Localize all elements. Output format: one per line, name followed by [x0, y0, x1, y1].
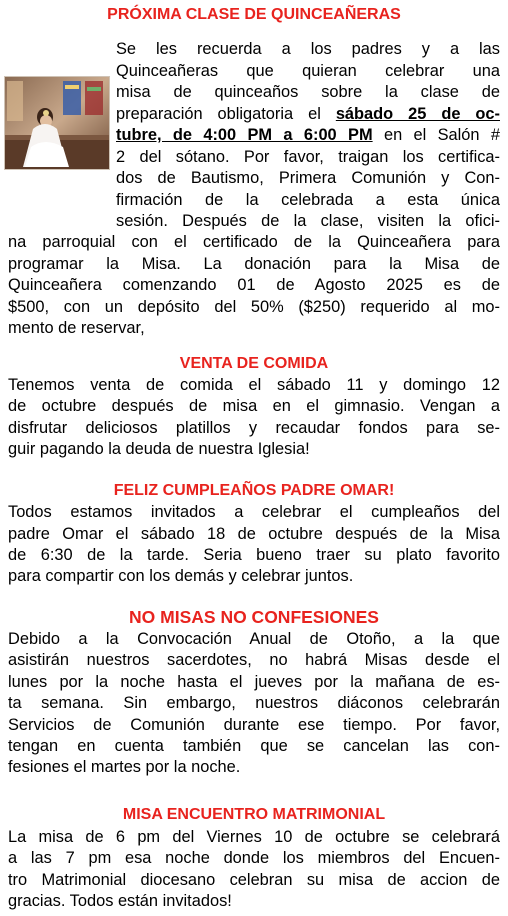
venta-line-3: disfrutar deliciosos platillos y recaudar fondos para se-	[8, 419, 500, 437]
no-misas-line-3: lunes por la noche hasta el jueves por la mañana de es-	[8, 673, 500, 691]
quinceaneras-line-4	[116, 104, 500, 125]
quinceaneras-line-2: Quinceañeras que quieran celebrar una	[116, 62, 500, 80]
quinceaneras-line-11: programar la Misa. La donación para la Misa de	[8, 255, 500, 273]
venta-line-4: guir pagando la deuda de nuestra Iglesia!	[8, 440, 310, 458]
no-misas-line-4: ta semana. Sin embargo, nuestros diáconos celebrarán	[8, 694, 500, 712]
heading-encuentro-matrimonial: MISA ENCUENTRO MATRIMONIAL	[122, 806, 386, 823]
no-misas-line-2: asistirán nuestros sacerdotes, no habrá Misas desde el	[8, 651, 500, 669]
quinceaneras-line-9: sesión. Después de la clase, visiten la ofici-	[116, 212, 500, 230]
no-misas-line-6: tengan en cuenta también que se cancelan las con-	[8, 737, 500, 755]
venta-line-1: Tenemos venta de comida el sábado 11 y domingo 12	[8, 376, 500, 394]
quinceaneras-line-8: firmación de la celebrada a esta única	[116, 191, 500, 209]
heading-venta-comida: VENTA DE COMIDA	[179, 355, 329, 372]
no-misas-line-7: fesiones el martes por la noche.	[8, 758, 241, 776]
cumpleanos-line-1: Todos estamos invitados a celebrar el cumpleaños del	[8, 503, 500, 521]
quinceaneras-line-14: mento de reservar,	[8, 319, 145, 337]
encuentro-line-3: tro Matrimonial diocesano celebran su misa de accion de	[8, 871, 500, 889]
class-intro-text: preparación obligatoria el	[116, 105, 336, 123]
quinceanera-photo	[4, 76, 110, 170]
class-date-highlight: sábado 25 de oc-	[335, 105, 500, 123]
venta-line-2: de octubre después de misa en el gimnasio. Vengan a	[8, 397, 500, 415]
cumpleanos-line-4: para compartir con los demás y celebrar juntos.	[8, 567, 354, 585]
quinceaneras-line-10: na parroquial con el certificado de la Quinceañera para	[8, 233, 500, 251]
no-misas-line-1: Debido a la Convocación Anual de Otoño, a la que	[8, 630, 500, 648]
quinceaneras-line-12: Quinceañera comenzando 01 de Agosto 2025 es de	[8, 276, 500, 294]
heading-cumpleanos: FELIZ CUMPLEAÑOS PADRE OMAR!	[113, 482, 395, 499]
quinceaneras-line-1: Se les recuerda a los padres y a las	[116, 40, 500, 58]
class-time-highlight: tubre, de 4:00 PM a 6:00 PM	[116, 126, 373, 144]
cumpleanos-line-3: de 6:30 de la tarde. Seria bueno traer su plato favorito	[8, 546, 500, 564]
quinceaneras-line-6: 2 del sótano. Por favor, traigan los certifica-	[116, 148, 500, 166]
quinceaneras-line-5	[116, 125, 500, 146]
quinceaneras-line-3: misa de quinceaños sobre la clase de	[116, 83, 500, 101]
no-misas-line-5: Servicios de Comunión durante ese tiempo. Por favor,	[8, 716, 500, 734]
encuentro-line-2: a las 7 pm esa noche donde los miembros del Encuen-	[8, 849, 500, 867]
encuentro-line-4: gracias. Todos están invitados!	[8, 892, 232, 910]
quinceaneras-line-7: dos de Bautismo, Primera Comunión y Con-	[116, 169, 500, 187]
cumpleanos-line-2: padre Omar el sábado 18 de octubre después de la Misa	[8, 525, 500, 543]
quinceaneras-line-13: $500, con un depósito del 50% ($250) requerido al mo-	[8, 298, 500, 316]
heading-quinceaneras: PRÓXIMA CLASE DE QUINCEAÑERAS	[107, 6, 401, 23]
encuentro-line-1: La misa de 6 pm del Viernes 10 de octubre se celebrará	[8, 828, 500, 846]
class-salon-text: en el Salón #	[372, 126, 500, 144]
heading-no-misas: NO MISAS NO CONFESIONES	[129, 607, 379, 627]
